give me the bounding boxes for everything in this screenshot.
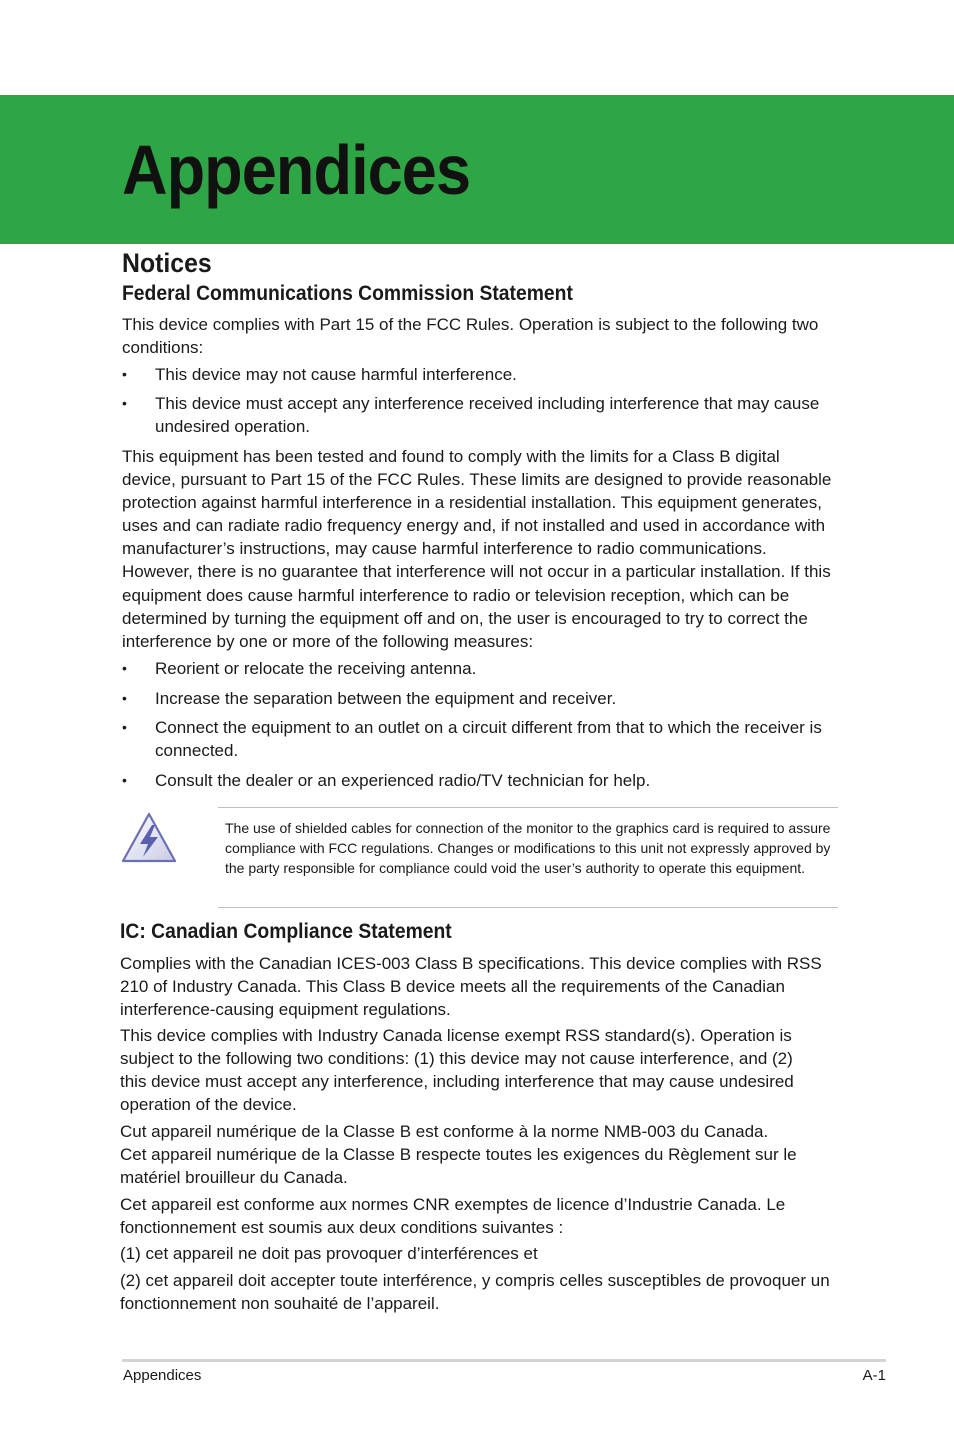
note-top-rule (218, 807, 838, 808)
fcc-measure-1: Reorient or relocate the receiving antenna. (155, 659, 477, 678)
bullet: • (122, 690, 127, 706)
ic-paragraph-4: Cet appareil est conforme aux normes CNR exemptes de licence d’Industrie Canada. Le fonctionnement est soumis aux deux conditions suivantes : (120, 1195, 786, 1238)
bullet: • (122, 395, 127, 411)
bullet: • (122, 719, 127, 735)
ic-heading: IC: Canadian Compliance Statement (120, 920, 452, 943)
page-number: A-1 (862, 1367, 886, 1384)
notices-heading: Notices (122, 248, 212, 278)
fcc-measure-2: Increase the separation between the equipment and receiver. (155, 689, 617, 708)
ic-paragraph-2: This device complies with Industry Canada license exempt RSS standard(s). Operation is subject to the following two conditions: (1) this device may not cause interference, and (2) this device must accept any interference, including interference that may cause undesired operation of the device. (120, 1026, 794, 1115)
fcc-body: This equipment has been tested and found to comply with the limits for a Class B digital device, pursuant to Part 15 of the FCC Rules. These limits are designed to provide reasonable protection against harmful interference in a residential installation. This equipment generates, uses and can radiate radio frequency energy and, if not installed and used in accordance with manufacturer’s instructions, may cause harmful interference to radio communications. However, there is no guarantee that interference will not occur in a particular installation. If this equipment does cause harmful interference to radio or television reception, which can be determined by turning the equipment off and on, the user is encouraged to try to correct the interference by one or more of the following measures: (122, 447, 832, 651)
ic-paragraph-1: Complies with the Canadian ICES-003 Class B specifications. This device complies with RSS 210 of Industry Canada. This Class B device meets all the requirements of the Canadian interference-causing equipment regulations. (120, 954, 822, 1020)
bullet: • (122, 772, 127, 788)
fcc-heading: Federal Communications Commission Statement (122, 282, 573, 305)
bullet: • (122, 366, 127, 382)
footer-rule (122, 1359, 886, 1362)
fcc-measure-3: Connect the equipment to an outlet on a circuit different from that to which the receiver is connected. (155, 718, 822, 761)
note-text: The use of shielded cables for connection of the monitor to the graphics card is required to assure compliance with FCC regulations. Changes or modifications to this unit not expressly approved by the party responsible for compliance could void the user’s authority to operate this equipment. (225, 820, 831, 877)
fcc-measure-4: Consult the dealer or an experienced radio/TV technician for help. (155, 771, 651, 790)
fcc-condition-1: This device may not cause harmful interference. (155, 365, 517, 384)
footer-section: Appendices (123, 1367, 202, 1384)
fcc-intro: This device complies with Part 15 of the FCC Rules. Operation is subject to the following two conditions: (122, 315, 819, 358)
ic-paragraph-6: (2) cet appareil doit accepter toute interférence, y compris celles susceptibles de provoquer un fonctionnement non souhaité de l’appareil. (120, 1271, 830, 1314)
warning-lightning-icon (120, 811, 178, 865)
chapter-title: Appendices (122, 131, 471, 209)
ic-paragraph-3a: Cut appareil numérique de la Classe B est conforme à la norme NMB-003 du Canada. (120, 1122, 769, 1141)
ic-paragraph-3b: Cet appareil numérique de la Classe B respecte toutes les exigences du Règlement sur le matériel brouilleur du Canada. (120, 1145, 797, 1188)
fcc-condition-2: This device must accept any interference received including interference that may cause undesired operation. (155, 394, 820, 437)
note-bottom-rule (218, 907, 838, 908)
bullet: • (122, 660, 127, 676)
ic-paragraph-5: (1) cet appareil ne doit pas provoquer d’interférences et (120, 1244, 538, 1263)
